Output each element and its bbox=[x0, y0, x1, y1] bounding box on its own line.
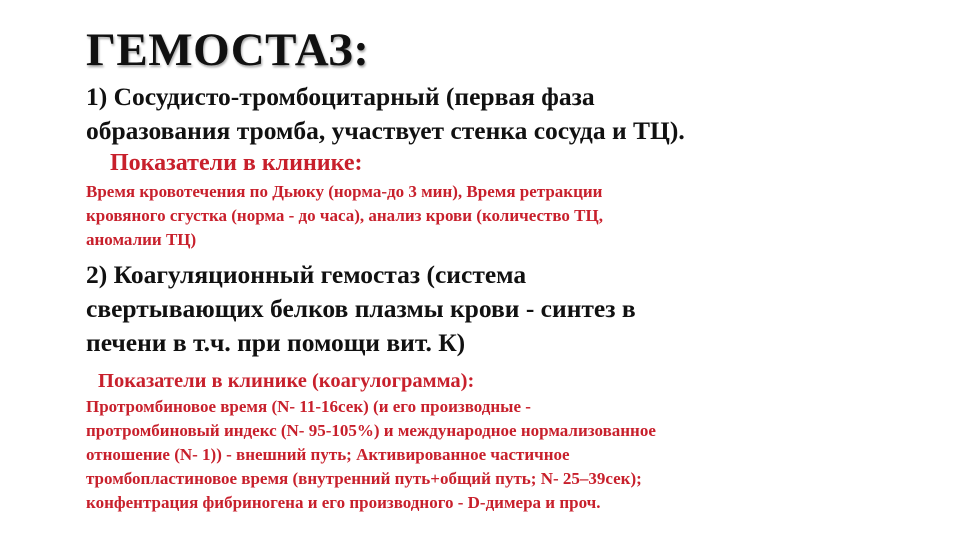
section1-heading-line: 1) Сосудисто-тромбоцитарный (первая фаза bbox=[86, 82, 595, 111]
section1-heading-line: образования тромба, участвует стенка сосуда и ТЦ). bbox=[86, 116, 685, 145]
section2-indicators-label: Показатели в клинике (коагулограмма): bbox=[98, 370, 475, 392]
section2-details-line: Протромбиновое время (N- 11-16сек) (и его производные - bbox=[86, 397, 531, 416]
section2-heading-line: 2) Коагуляционный гемостаз (система bbox=[86, 260, 527, 289]
section1-details-line: Время кровотечения по Дьюку (норма-до 3 мин), Время ретракции bbox=[86, 182, 603, 201]
section1-details-line: кровяного сгустка (норма - до часа), анализ крови (количество ТЦ, bbox=[86, 206, 603, 225]
section2-details-line: конфентрация фибриногена и его производного - D-димера и проч. bbox=[86, 493, 601, 512]
section2-details bbox=[86, 395, 866, 515]
section2-heading bbox=[86, 258, 806, 360]
section1-heading bbox=[86, 80, 846, 148]
slide-title: ГЕМОСТАЗ: bbox=[86, 24, 370, 76]
section1-indicators-label: Показатели в клинике: bbox=[110, 150, 363, 176]
section2-heading-line: свертывающих белков плазмы крови - синтез в bbox=[86, 294, 636, 323]
section2-heading-line: печени в т.ч. при помощи вит. К) bbox=[86, 328, 466, 357]
section2-details-line: тромбопластиновое время (внутренний путь+общий путь; N- 25–39сек); bbox=[86, 469, 642, 488]
section2-details-line: протромбиновый индекс (N- 95-105%) и международное нормализованное bbox=[86, 421, 656, 440]
section1-details bbox=[86, 180, 806, 252]
section2-details-line: отношение (N- 1)) - внешний путь; Активированное частичное bbox=[86, 445, 570, 464]
section1-details-line: аномалии ТЦ) bbox=[86, 230, 197, 249]
